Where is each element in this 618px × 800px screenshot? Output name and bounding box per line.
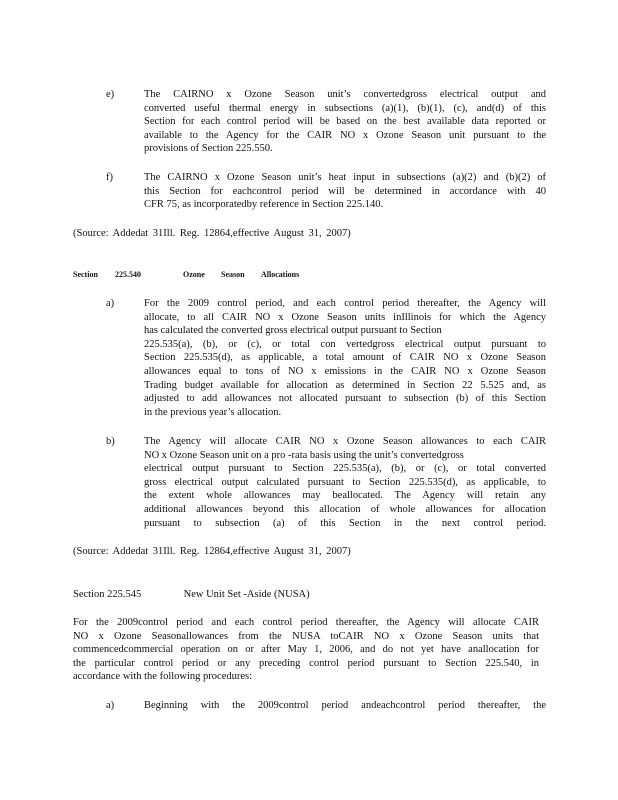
list-item-b xyxy=(106,435,546,530)
text-line: electrical output pursuant to Section 225.535(a), (b), or (c), or total converted xyxy=(144,463,546,475)
text-line: additional allowances beyond this allocation of whole allowances for allocation xyxy=(144,503,546,515)
section-heading xyxy=(73,268,299,282)
text-line: in the previous year’s allocation. xyxy=(144,406,282,418)
text-line: 225.535(a), (b), or (c), or total con vertedgross electrical output pursuant to xyxy=(144,338,546,350)
text-line: For the 2009control period and each control period thereafter, the Agency will allocate CAIR xyxy=(73,617,539,628)
text-line: commencedcommercial operation on or after May 1, 2006, and do not yet have anallocation for xyxy=(73,644,539,656)
list-item-a xyxy=(106,297,546,419)
list-item-text xyxy=(144,171,546,212)
text-line: NO x Ozone Season unit on a pro -rata basis using the unit’s convertedgross xyxy=(144,449,464,461)
text-line: available to the Agency for the CAIR NO x Ozone Season unit pursuant to the xyxy=(144,129,546,141)
text-line: allocate, to all CAIR NO x Ozone Season units inIllinois for which the Agency xyxy=(144,311,546,323)
text-line: NO x Ozone Seasonallowances from the NUSA toCAIR NO x Ozone Season units that xyxy=(73,630,539,642)
list-item-text xyxy=(144,699,546,713)
text-line: accordance with the following procedures: xyxy=(73,671,253,683)
section-title: New Unit Set -Aside (NUSA) xyxy=(183,589,310,600)
text-line: pursuant to subsection (a) of this Section in the next control period. xyxy=(144,517,546,529)
text-line: has calculated the converted gross electrical output pursuant to Section xyxy=(144,325,442,337)
source-note: (Source: Addedat 31Ill. Reg. 12864,effective August 31, 2007) xyxy=(73,546,351,557)
list-item-e xyxy=(106,88,546,156)
section-heading xyxy=(73,588,310,602)
text-line: this Section for eachcontrol period will be determined in accordance with 40 xyxy=(144,185,546,197)
text-line: The CAIRNO x Ozone Season unit’s convertedgross electrical output and xyxy=(144,89,546,100)
list-item-f xyxy=(106,171,546,212)
text-line: the particular control period or any preceding control period pursuant to Section 225.540, in xyxy=(73,657,539,669)
text-line: CFR 75, as incorporatedby reference in Section 225.140. xyxy=(144,199,384,211)
section-number: 225.540 xyxy=(115,270,141,279)
list-marker: a) xyxy=(106,700,115,711)
text-line: converted useful thermal energy in subsections (a)(1), (b)(1), (c), and(d) of this xyxy=(144,102,546,114)
text-line: The CAIRNO x Ozone Season unit’s heat input in subsections (a)(2) and (b)(2) of xyxy=(144,172,546,183)
text-line: provisions of Section 225.550. xyxy=(144,143,273,155)
section-title-word: Allocations xyxy=(261,270,300,279)
section-title-word: Ozone xyxy=(183,270,205,279)
text-line: allowances equal to tons of NO x emissions in the CAIR NO x Ozone Season xyxy=(144,365,546,377)
text-line: For the 2009 control period, and each control period thereafter, the Agency will xyxy=(144,298,546,309)
list-marker: a) xyxy=(106,298,115,309)
text-line: adjusted to add allowances not allocated pursuant to subsection (b) of this Section xyxy=(144,393,546,405)
text-line: Beginning with the 2009control period andeachcontrol period thereafter, the xyxy=(144,700,546,711)
paragraph xyxy=(73,616,539,684)
list-marker: b) xyxy=(106,436,115,447)
text-line: Section 225.535(d), as applicable, a total amount of CAIR NO x Ozone Season xyxy=(144,352,546,364)
list-item-a xyxy=(106,699,546,713)
section-label: Section xyxy=(73,270,98,279)
list-item-text xyxy=(144,435,546,530)
source-note: (Source: Addedat 31Ill. Reg. 12864,effective August 31, 2007) xyxy=(73,228,351,239)
text-line: gross electrical output calculated pursuant to Section 225.535(d), as applicable, to xyxy=(144,476,546,488)
text-line: Trading budget available for allocation as determined in Section 22 5.525 and, as xyxy=(144,379,546,391)
text-line: Section for each control period will be based on the best available data reported or xyxy=(144,116,546,128)
section-number: Section 225.545 xyxy=(73,589,142,600)
list-item-text xyxy=(144,88,546,156)
list-item-text xyxy=(144,297,546,419)
text-line: The Agency will allocate CAIR NO x Ozone Season allowances to each CAIR xyxy=(144,436,546,447)
list-marker: e) xyxy=(106,89,115,100)
list-marker: f) xyxy=(106,172,113,183)
section-title-word: Season xyxy=(221,270,245,279)
text-line: the extent whole allowances may beallocated. The Agency will retain any xyxy=(144,490,546,502)
